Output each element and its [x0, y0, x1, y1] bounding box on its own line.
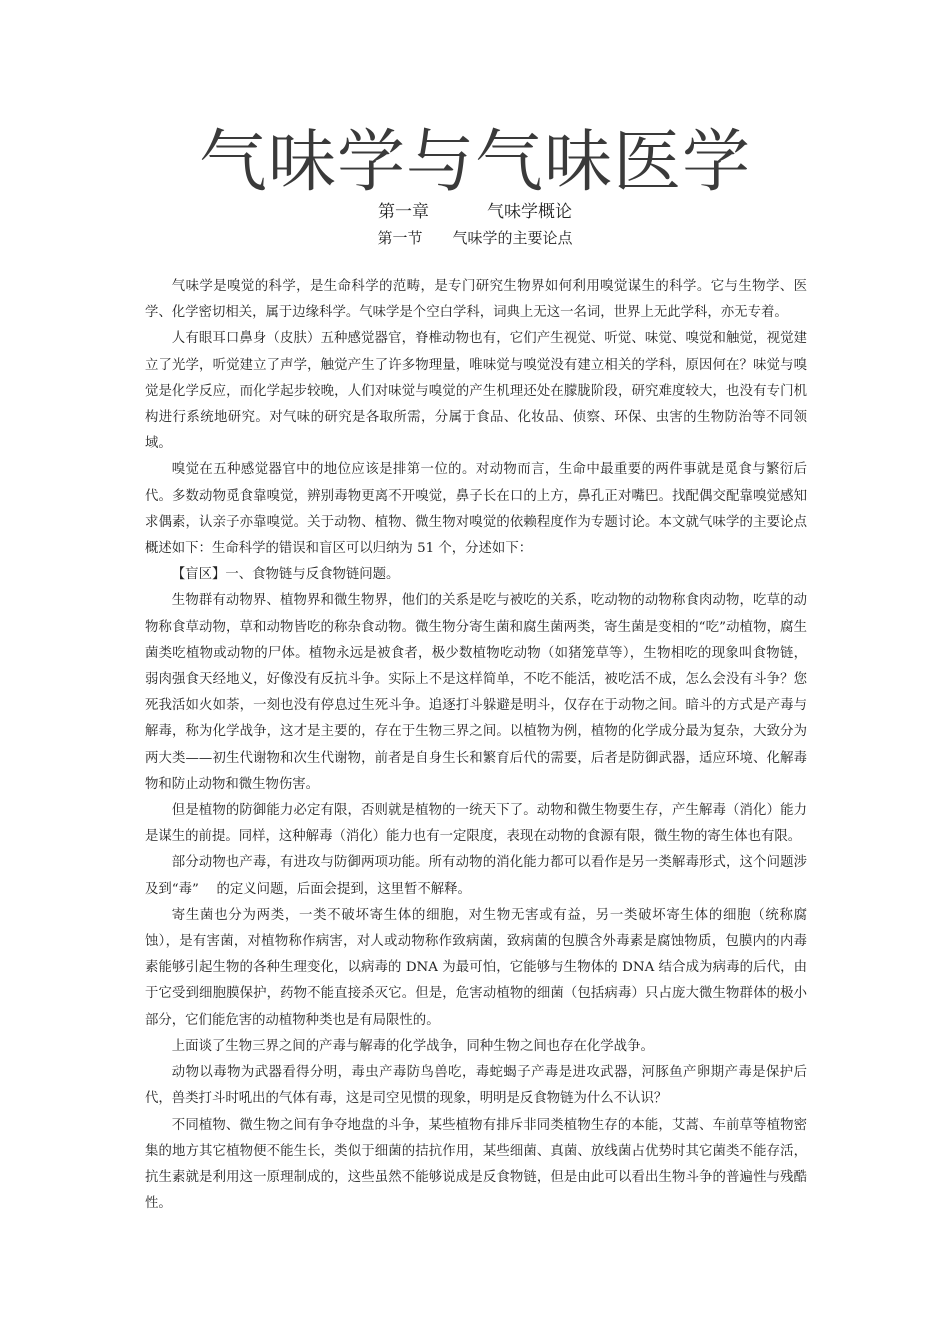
paragraph: 但是植物的防御能力必定有限，否则就是植物的一统天下了。动物和微生物要生存，产生解毒（消化）能力是谋生的前提。同样，这种解毒（消化）能力也有一定限度，表现在动物的食源有限，微生物的寄生体也有限。: [145, 803, 807, 845]
paragraph: 部分动物也产毒，有进攻与防御两项功能。所有动物的消化能力都可以看作是另一类解毒形式，这个问题涉及到“毒” 的定义问题，后面会提到，这里暂不解释。: [145, 855, 807, 897]
paragraph: 动物以毒物为武器看得分明，毒虫产毒防鸟兽吃，毒蛇蝎子产毒是进攻武器，河豚鱼产卵期产毒是保护后代，兽类打斗时吼出的气体有毒，这是司空见惯的现象，明明是反食物链为什么不认识？: [145, 1065, 807, 1107]
paragraph: 不同植物、微生物之间有争夺地盘的斗争，某些植物有排斥非同类植物生存的本能，艾蒿、车前草等植物密集的地方其它植物便不能生长，类似于细菌的拮抗作用，某些细菌、真菌、放线菌占优势时其它菌类不能存活，抗生素就是利用这一原理制成的，这些虽然不能够说成是反食物链，但是由此可以看出生物斗争的普遍性与残酷性。: [145, 1117, 807, 1212]
chapter-name: 气味学概论: [487, 202, 572, 222]
body-text: [145, 274, 807, 1217]
paragraph: 上面谈了生物三界之间的产毒与解毒的化学战争，同种生物之间也存在化学战争。: [171, 1038, 654, 1054]
document-title: 气味学与气味医学: [198, 123, 751, 202]
section-name: 气味学的主要论点: [452, 229, 573, 247]
section-heading: [0, 227, 950, 249]
paragraph: 气味学是嗅觉的科学，是生命科学的范畴，是专门研究生物界如何利用嗅觉谋生的科学。它与生物学、医学、化学密切相关，属于边缘科学。气味学是个空白学科，词典上无这一名词，世界上无此学科，亦无专着。: [145, 279, 807, 321]
chapter-number: 第一章: [378, 202, 429, 222]
paragraph: 生物群有动物界、植物界和微生物界，他们的关系是吃与被吃的关系，吃动物的动物称食肉动物，吃草的动物称食草动物，草和动物皆吃的称杂食动物。微生物分寄生菌和腐生菌两类，寄生菌是变相的“吃”动植物，腐生菌类吃植物或动物的尸体。植物永远是被食者，极少数植物吃动物（如猪笼草等），生物相吃的现象叫食物链，弱肉强食天经地义，好像没有反抗斗争。实际上不是这样简单，不吃不能活，被吃活不成，怎么会没有斗争？您死我活如火如荼，一刻也没有停息过生死斗争。追逐打斗躲避是明斗，仅存在于动物之间。暗斗的方式是产毒与解毒，称为化学战争，这才是主要的，存在于生物三界之间。以植物为例，植物的化学成分最为复杂，大致分为两大类——初生代谢物和次生代谢物，前者是自身生长和繁育后代的需要，后者是防御武器，适应环境、化解毒物和防止动物和微生物伤害。: [145, 593, 807, 792]
paragraph: 寄生菌也分为两类，一类不破坏寄生体的细胞，对生物无害或有益，另一类破坏寄生体的细胞（统称腐蚀），是有害菌，对植物称作病害，对人或动物称作致病菌，致病菌的包膜含外毒素是腐蚀物质，包膜内的内毒素能够引起生物的各种生理变化，以病毒的 DNA 为最可怕，它能够与生物体的 DNA 结合成为病毒的后代，由于它受到细胞膜保护，药物不能直接杀灭它。但是，危害动植物的细菌（包括病毒）只占庞大微生物群体的极小部分，它们能危害的动植物种类也是有局限性的。: [145, 907, 807, 1028]
paragraph: 嗅觉在五种感觉器官中的地位应该是排第一位的。对动物而言，生命中最重要的两件事就是觅食与繁衍后代。多数动物觅食靠嗅觉，辨别毒物更离不开嗅觉，鼻子长在口的上方，鼻孔正对嘴巴。找配偶交配靠嗅觉感知求偶素，认亲子亦靠嗅觉。关于动物、植物、微生物对嗅觉的依赖程度作为专题讨论。本文就气味学的主要论点概述如下：生命科学的错误和盲区可以归纳为 51 个，分述如下：: [145, 462, 807, 557]
blind-spot-heading: 【盲区】一、食物链与反食物链问题。: [171, 567, 400, 583]
paragraph: 人有眼耳口鼻身（皮肤）五种感觉器官，脊椎动物也有，它们产生视觉、听觉、味觉、嗅觉和触觉，视觉建立了光学，听觉建立了声学，触觉产生了许多物理量，唯味觉与嗅觉没有建立相关的学科，原因何在？味觉与嗅觉是化学反应，而化学起步较晚，人们对味觉与嗅觉的产生机理还处在朦胧阶段，研究难度较大，也没有专门机构进行系统地研究。对气味的研究是各取所需，分属于食品、化妆品、侦察、环保、虫害的生物防治等不同领域。: [145, 331, 807, 452]
chapter-heading: [0, 200, 950, 224]
section-number: 第一节: [377, 229, 423, 247]
